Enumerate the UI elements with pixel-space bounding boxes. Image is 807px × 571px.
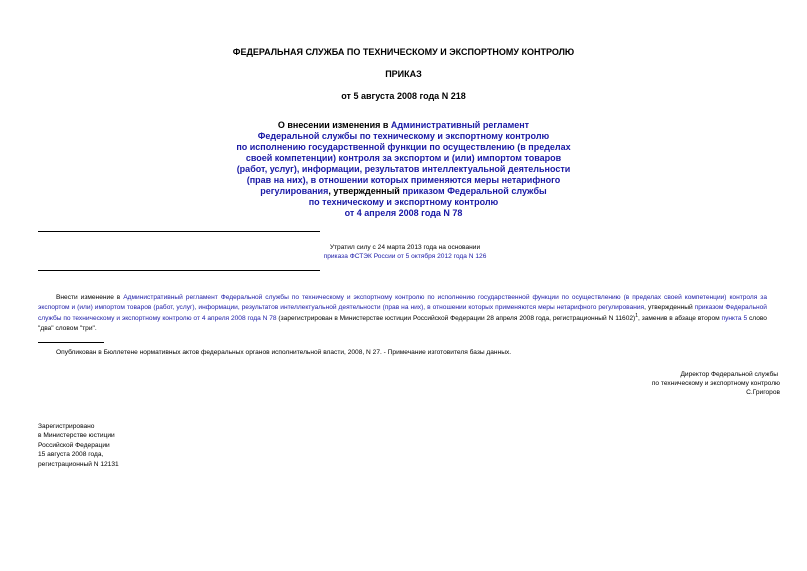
status-block [320,243,490,261]
signature-title-line-1: Директор Федеральной службы [680,371,778,378]
registration-line: в Министерстве юстиции [38,432,115,440]
signature-title-line-2: по техническому и экспортному контролю [651,380,780,387]
footnote-text: Опубликован в Бюллетене нормативных актов федеральных органов исполнительной власти, 2008, N 27. - Примечание изготовителя базы данных. [56,349,512,356]
registration-line: Российской Федерации [38,441,110,449]
body-text-mid3: , заменив в абзаце втором [638,315,722,323]
title-prefix: О внесении изменения в [277,120,391,130]
title-link-order-line-3[interactable]: от 4 апреля 2008 года N 78 [344,208,463,218]
title-link-regulation-line-3[interactable]: по исполнению государственной функции по осуществлению (в пределах [236,142,571,152]
title-link-regulation-line-6[interactable]: (прав на них), в отношении которых применяются меры нетарифного [246,175,561,185]
title-link-regulation-line-4[interactable]: своей компетенции) контроля за экспортом и (или) импортом товаров [245,153,562,163]
agency-name: ФЕДЕРАЛЬНАЯ СЛУЖБА ПО ТЕХНИЧЕСКОМУ И ЭКСПОРТНОМУ КОНТРОЛЮ [232,47,575,57]
body-text-mid: , утвержденный [644,303,695,311]
status-divider-top [38,231,320,232]
status-repeal-link[interactable]: приказа ФСТЭК России от 5 октября 2012 года N 126 [323,253,487,260]
footnote [56,348,776,357]
body-link-order[interactable]: приказом Федеральной службы по техническому и экспортному контролю от 4 апреля 2008 года N 78 [38,303,767,323]
body-text-registration: (зарегистрирован в Министерстве юстиции Российской Федерации 28 апреля 2008 года, регистрационный N 11602) [276,315,636,323]
document-date-number: от 5 августа 2008 года N 218 [341,91,466,101]
status-divider-bottom [38,270,320,271]
title-link-regulation-line-1[interactable]: Административный регламент [390,120,530,130]
signature-block [580,370,780,397]
document-type: ПРИКАЗ [385,69,422,79]
body-text-end: слово "два" словом "три". [38,315,767,332]
signature-name: С.Григоров [746,389,780,396]
title-link-regulation-line-5[interactable]: (работ, услуг), информации, результатов интеллектуальной деятельности [236,164,571,174]
body-link-point-5[interactable]: пункта 5 [721,315,748,323]
registration-line: 15 августа 2008 года, [38,451,104,459]
body-paragraph [38,293,767,334]
footnote-ref: 1 [635,313,639,320]
registration-block [38,422,238,469]
title-mid-text: , утвержденный [328,186,403,196]
registration-line: Зарегистрировано [38,423,95,430]
body-text-start: Внести изменение в [56,294,124,301]
title-link-regulation-line-7[interactable]: регулирования [260,186,329,196]
status-line: Утратил силу с 24 марта 2013 года на основании [329,244,481,251]
title-link-regulation-line-2[interactable]: Федеральной службы по техническому и экспортному контролю [257,131,550,141]
title-link-order-line-2[interactable]: по техническому и экспортному контролю [308,197,499,207]
document-title [0,120,807,219]
registration-line: регистрационный N 12131 [38,460,119,468]
title-link-order-line-1[interactable]: приказом Федеральной службы [402,186,547,196]
footnote-divider [38,342,104,343]
body-link-regulation[interactable]: Административный регламент Федеральной службы по техническому и экспортному контролю по исполнению государственной функции по осуществлению (в пределах своей компетенции) контроля за экспортом и (или) импортом товаров (работ, услуг), информации, результатов интеллектуальной деятельности (прав на них), в отношении которых применяются меры нетарифного регулирования [38,294,767,311]
